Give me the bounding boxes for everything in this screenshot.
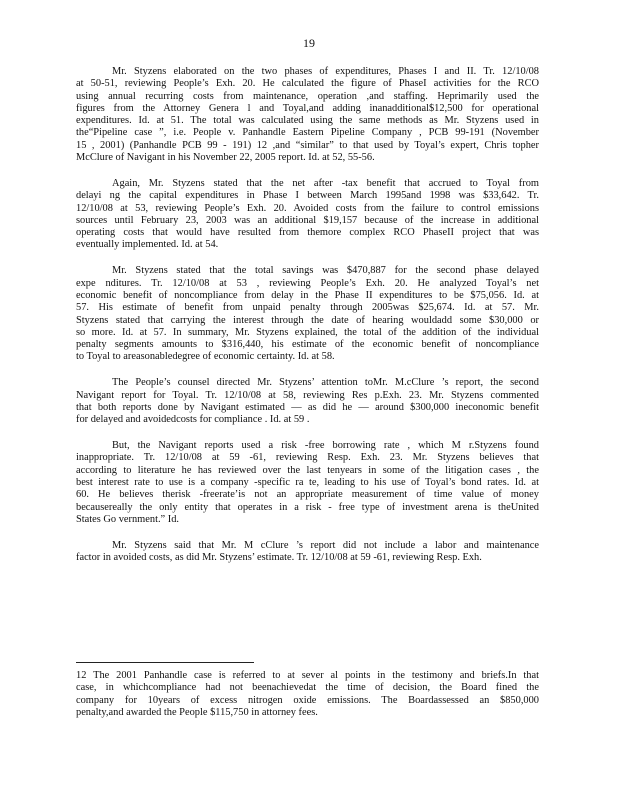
paragraph	[76, 178, 539, 252]
paragraph-line: figures from the Attorney Genera l and Toyal,and adding inanadditional$12,500 for operational	[76, 102, 539, 114]
paragraph-line: But, the Navigant reports used a risk -free borrowing rate , which M r.Styzens found	[112, 440, 539, 452]
paragraph	[76, 440, 539, 526]
paragraph-line: according to literature he has reviewed over the last tenyears in some of the litigation cases , the	[76, 464, 539, 476]
paragraph-line: factor in avoided costs, as did Mr. Styzens’ estimate. Tr. 12/10/08 at 59 -61, reviewing Resp. Exh.	[76, 552, 482, 564]
paragraph-line: delayi ng the capital expenditures in Phase I between March 1995and 1998 was $33,642. Tr.	[76, 190, 539, 202]
footnote-line: penalty,and awarded the People $115,750 in attorney fees.	[76, 706, 318, 718]
body-text	[76, 66, 539, 578]
paragraph-line: 15 , 2001) (Panhandle PCB 99 - 191) 12 ,and “similar” to that used by Toyal’s expert, Chris topher	[76, 139, 539, 151]
paragraph-line: using annual recurring costs from maintenance, operation ,and staffing. Heprimarily used the	[76, 90, 539, 102]
paragraph-line: Styzens stated that carrying the interest through the date of hearing wouldadd some $30,000 or	[76, 314, 539, 326]
footnote	[76, 670, 539, 719]
paragraph-line: McClure of Navigant in his November 22, 2005 report. Id. at 52, 55-56.	[76, 152, 375, 164]
page-number: 19	[303, 36, 315, 50]
paragraph-line: Mr. Styzens elaborated on the two phases of expenditures, Phases I and II. Tr. 12/10/08	[112, 66, 539, 77]
paragraph-line: so more. Id. at 57. In summary, Mr. Styzens explained, the total of the addition of the individual	[76, 326, 539, 338]
paragraph-line: Again, Mr. Styzens stated that the net after -tax benefit that accrued to Toyal from	[112, 177, 539, 189]
paragraph	[76, 540, 539, 565]
paragraph-line: inappropriate. Tr. 12/10/08 at 59 -61, reviewing Resp. Exh. 23. Mr. Styzens believes that	[76, 452, 539, 464]
paragraph-line: expenditures. Id. at 51. The total was calculated using the same methods as Mr. Styzens used in	[76, 115, 539, 127]
paragraph-line: 60. He believes therisk -freerate’is not an appropriate measurement of time value of money	[76, 489, 539, 501]
paragraph-line: economic benefit of noncompliance from delay in the Phase II expenditures to be $75,056. Id. at	[76, 289, 539, 301]
paragraph-line: the“Pipeline case ”, i.e. People v. Panhandle Eastern Pipeline Company , PCB 99-191 (November	[76, 127, 539, 139]
paragraph-line: eventually implemented. Id. at 54.	[76, 239, 219, 251]
paragraph-line: Mr. Styzens said that Mr. M cClure ’s report did not include a labor and maintenance	[112, 539, 539, 551]
footnote-separator	[76, 662, 254, 663]
paragraph-line: sources until February 23, 2003 was an additional $19,157 because of the increase in additional	[76, 214, 539, 226]
paragraph-line: Navigant report for Toyal. Tr. 12/10/08 at 58, reviewing Res p.Exh. 23. Mr. Styzens commented	[76, 389, 539, 401]
paragraph-line: expe nditures. Tr. 12/10/08 at 53 , reviewing People’s Exh. 20. He analyzed Toyal’s net	[76, 277, 539, 289]
paragraph-line: best interest rate to use is a company -specific ra te, leading to his use of Toyal’s bond rates. Id. at	[76, 476, 539, 488]
paragraph	[76, 66, 539, 164]
paragraph-line: that both reports done by Navigant estimated — as did he — around $300,000 ineconomic benefit	[76, 401, 539, 413]
footnote-line: 12 The 2001 Panhandle case is referred to at sever al points in the testimony and briefs.In that	[76, 670, 539, 681]
paragraph-line: to Toyal to areasonabledegree of economic certainty. Id. at 58.	[76, 351, 335, 363]
footnote-line: case, in whichcompliance had not beenachievedat the time of decision, the Board fined the	[76, 682, 539, 694]
paragraph-line: The People’s counsel directed Mr. Styzens’ attention toMr. M.cClure ’s report, the second	[112, 377, 539, 389]
footnote-line: company for 10years of excess nitrogen oxide emissions. The Boardassessed an $850,000	[76, 694, 539, 706]
paragraph-line: at 50-51, reviewing People’s Exh. 20. He calculated the figure of PhaseI activities for the RCO	[76, 78, 539, 90]
paragraph-line: 12/10/08 at 53, reviewing People’s Exh. 20. Avoided costs from the failure to control emissions	[76, 202, 539, 214]
paragraph-line: 57. His estimate of benefit from unpaid penalty through 2005was $25,674. Id. at 57. Mr.	[76, 302, 539, 314]
paragraph	[76, 265, 539, 363]
paragraph-line: for delayed and avoidedcosts for compliance . Id. at 59 .	[76, 414, 310, 426]
paragraph-line: States Go vernment.” Id.	[76, 513, 180, 525]
paragraph-line: operating costs that would have resulted from themore complex RCO PhaseII project that was	[76, 227, 539, 239]
paragraph-line: penalty segments amounts to $316,440, his estimate of the economic benefit of noncompliance	[76, 339, 539, 351]
paragraph-line: Mr. Styzens stated that the total savings was $470,887 for the second phase delayed	[112, 265, 539, 277]
paragraph	[76, 377, 539, 426]
paragraph-line: becausereally the only entity that operates in a risk - free type of investment arena is theUnited	[76, 501, 539, 513]
